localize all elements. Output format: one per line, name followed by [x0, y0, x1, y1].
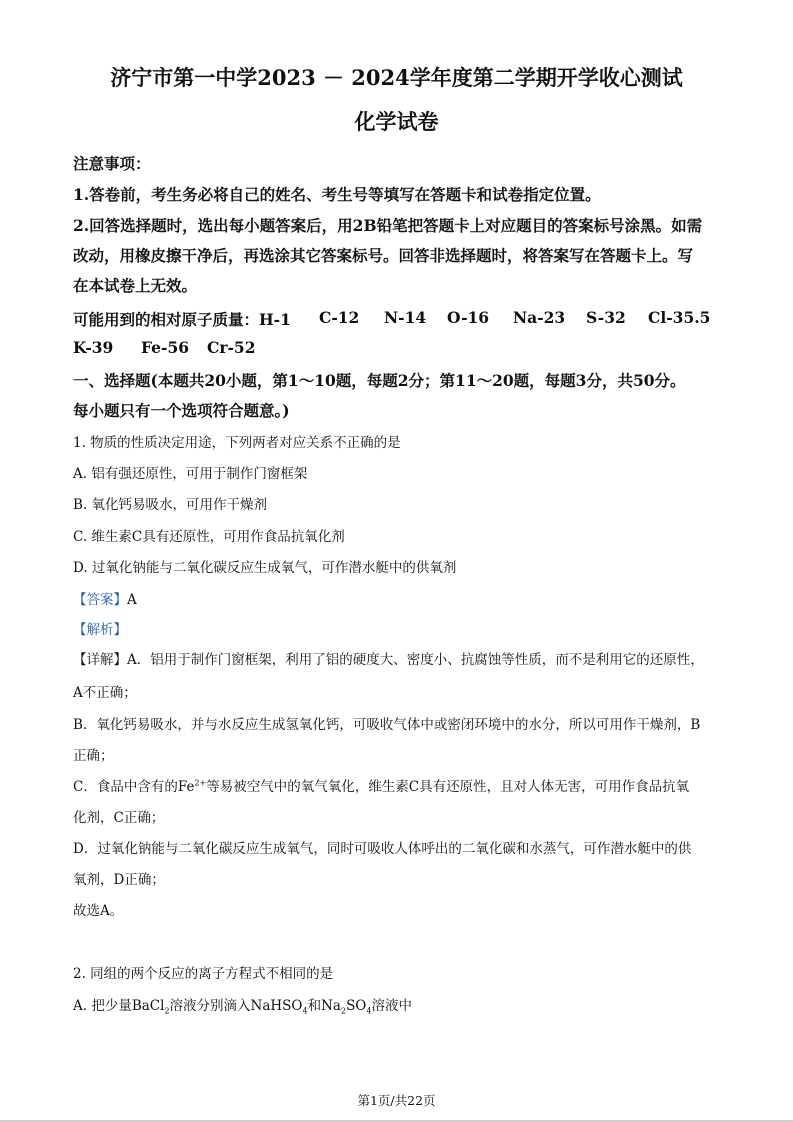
- notice-heading: 注意事项：: [73, 154, 151, 173]
- exam-subtitle: 化学试卷: [354, 109, 439, 134]
- q2-stem: 2. 同组的两个反应的离子方程式不相同的是: [73, 966, 334, 982]
- answer-tag: 【答案】: [73, 592, 127, 608]
- exam-title: 济宁市第一中学2023 － 2024学年度第二学期开学收心测试: [110, 65, 683, 90]
- section-heading-line2: 每小题只有一个选项符合题意。): [73, 401, 290, 420]
- mass-o: O-16: [447, 308, 490, 327]
- answer-value: A: [127, 592, 137, 608]
- analysis-tag: 【解析】: [73, 622, 127, 638]
- masses-label: 可能用到的相对原子质量：: [73, 310, 260, 329]
- mass-k: K-39: [73, 338, 114, 357]
- detail-conclusion: 故选A。: [73, 903, 124, 919]
- detail-line-2: A不正确；: [73, 685, 137, 701]
- detail-line-1: 【详解】A．铝用于制作门窗框架，利用了铝的硬度大、密度小、抗腐蚀等性质，而不是利用它的还原性，: [73, 652, 704, 668]
- mass-cr: Cr-52: [207, 338, 256, 357]
- notice-item-1: 1.答卷前，考生务必将自己的姓名、考生号等填写在答题卡和试卷指定位置。: [73, 185, 601, 204]
- mass-na: Na-23: [513, 308, 566, 327]
- mass-h: H-1: [259, 310, 291, 329]
- detail-line-7: D．过氧化钠能与二氧化碳反应生成氧气，同时可吸收人体呼出的二氧化碳和水蒸气，可作潜水艇中的供: [73, 841, 692, 857]
- detail-line-8: 氧剂，D正确；: [73, 872, 165, 888]
- detail-tag: 【详解】: [73, 652, 127, 668]
- q1-option-d: D. 过氧化钠能与二氧化碳反应生成氧气，可作潜水艇中的供氧剂: [73, 560, 457, 576]
- q1-option-b: B. 氧化钙易吸水，可用作干燥剂: [73, 497, 268, 513]
- q1-answer: [73, 588, 137, 608]
- notice-item-2-line3: 在本试卷上无效。: [73, 276, 198, 295]
- detail-line-4: 正确；: [73, 748, 114, 764]
- page-footer: 第1页/共22页: [357, 1093, 436, 1108]
- section-heading-line1: 一、选择题(本题共20小题，第1～10题，每题2分；第11～20题，每题3分，共50分。: [73, 371, 686, 390]
- mass-s: S-32: [586, 308, 626, 327]
- mass-fe: Fe-56: [141, 338, 190, 357]
- q2-option-a: A. 把少量BaCl$_2$溶液分别滴入NaHSO$_4$和$Na_2SO_4$溶液中: [73, 998, 412, 1016]
- notice-item-2-line2: 改动，用橡皮擦干净后，再选涂其它答案标号。回答非选择题时，将答案写在答题卡上。写: [73, 246, 694, 265]
- q1-option-a: A. 铝有强还原性，可用于制作门窗框架: [73, 466, 308, 482]
- detail-line-3: B．氧化钙易吸水，并与水反应生成氢氧化钙，可吸收气体中或密闭环境中的水分，所以可用作干燥剂，B: [73, 717, 701, 733]
- mass-c: C-12: [319, 308, 360, 327]
- detail-line-5: C．食品中含有的$Fe^{2+}$等易被空气中的氧气氧化，维生素C具有还原性，且对人体无害，可用作食品抗氧: [73, 778, 690, 795]
- notice-item-2-line1: 2.回答选择题时，选出每小题答案后，用2B铅笔把答题卡上对应题目的答案标号涂黑。如需: [73, 216, 703, 235]
- q1-option-c: C. 维生素C具有还原性，可用作食品抗氧化剂: [73, 529, 345, 545]
- mass-cl: Cl-35.5: [648, 308, 711, 327]
- mass-n: N-14: [384, 308, 427, 327]
- detail-line-6: 化剂，C正确；: [73, 810, 165, 826]
- q1-stem: 1. 物质的性质决定用途，下列两者对应关系不正确的是: [73, 435, 401, 451]
